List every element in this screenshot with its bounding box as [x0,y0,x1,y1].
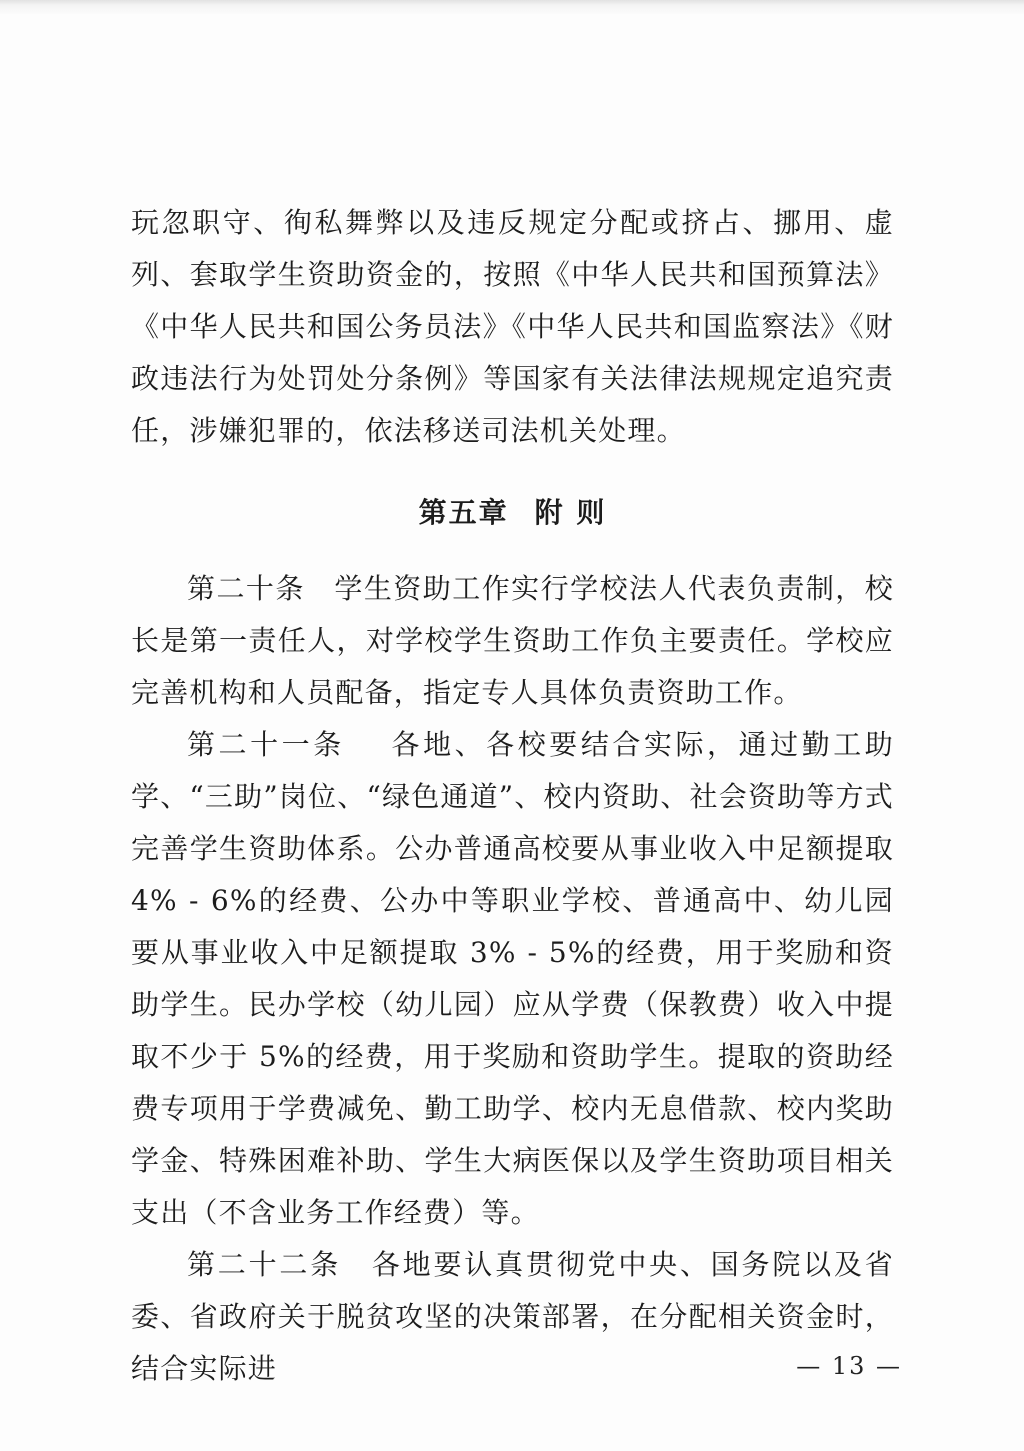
article-label: 第二十一条 [187,728,345,761]
article-21 [131,719,894,1239]
chapter-name: 附 则 [534,496,607,529]
page-number: — 13 — [796,1352,902,1380]
article-22 [131,1239,894,1395]
article-text: 各地、各校要结合实际，通过勤工助学、“三助”岗位、“绿色通道”、校内资助、社会资助等方式完善学生资助体系。公办普通高校要从事业收入中足额提取 4% - 6%的经费、公办中等职业学校、普通高中、幼儿园要从事业收入中足额提取 3% - 5%的经费，用于奖励和资助学生。民办学校（幼儿园）应从学费（保教费）收入中提取不少于 5%的经费，用于奖励和资助学生。提取的资助经费专项用于学费减免、勤工助学、校内无息借款、校内奖助学金、特殊困难补助、学生大病医保以及学生资助项目相关支出（不含业务工作经费）等。 [131,728,894,1229]
scan-edge-shadow [0,0,1024,14]
article-text: 学生资助工作实行学校法人代表负责制，校长是第一责任人，对学校学生资助工作负主要责任。学校应完善机构和人员配备，指定专人具体负责资助工作。 [131,572,894,709]
chapter-heading [131,487,894,539]
document-body [131,197,894,1395]
article-text: 各地要认真贯彻党中央、国务院以及省委、省政府关于脱贫攻坚的决策部署，在分配相关资金时，结合实际进 [131,1248,894,1385]
article-label: 第二十二条 [187,1248,342,1281]
continued-paragraph: 玩忽职守、徇私舞弊以及违反规定分配或挤占、挪用、虚列、套取学生资助资金的，按照《中华人民共和国预算法》《中华人民共和国公务员法》《中华人民共和国监察法》《财政违法行为处罚处分条例》等国家有关法律法规规定追究责任，涉嫌犯罪的，依法移送司法机关处理。 [131,206,894,447]
article-20 [131,563,894,719]
article-label: 第二十条 [187,572,305,605]
chapter-number: 第五章 [418,496,509,529]
